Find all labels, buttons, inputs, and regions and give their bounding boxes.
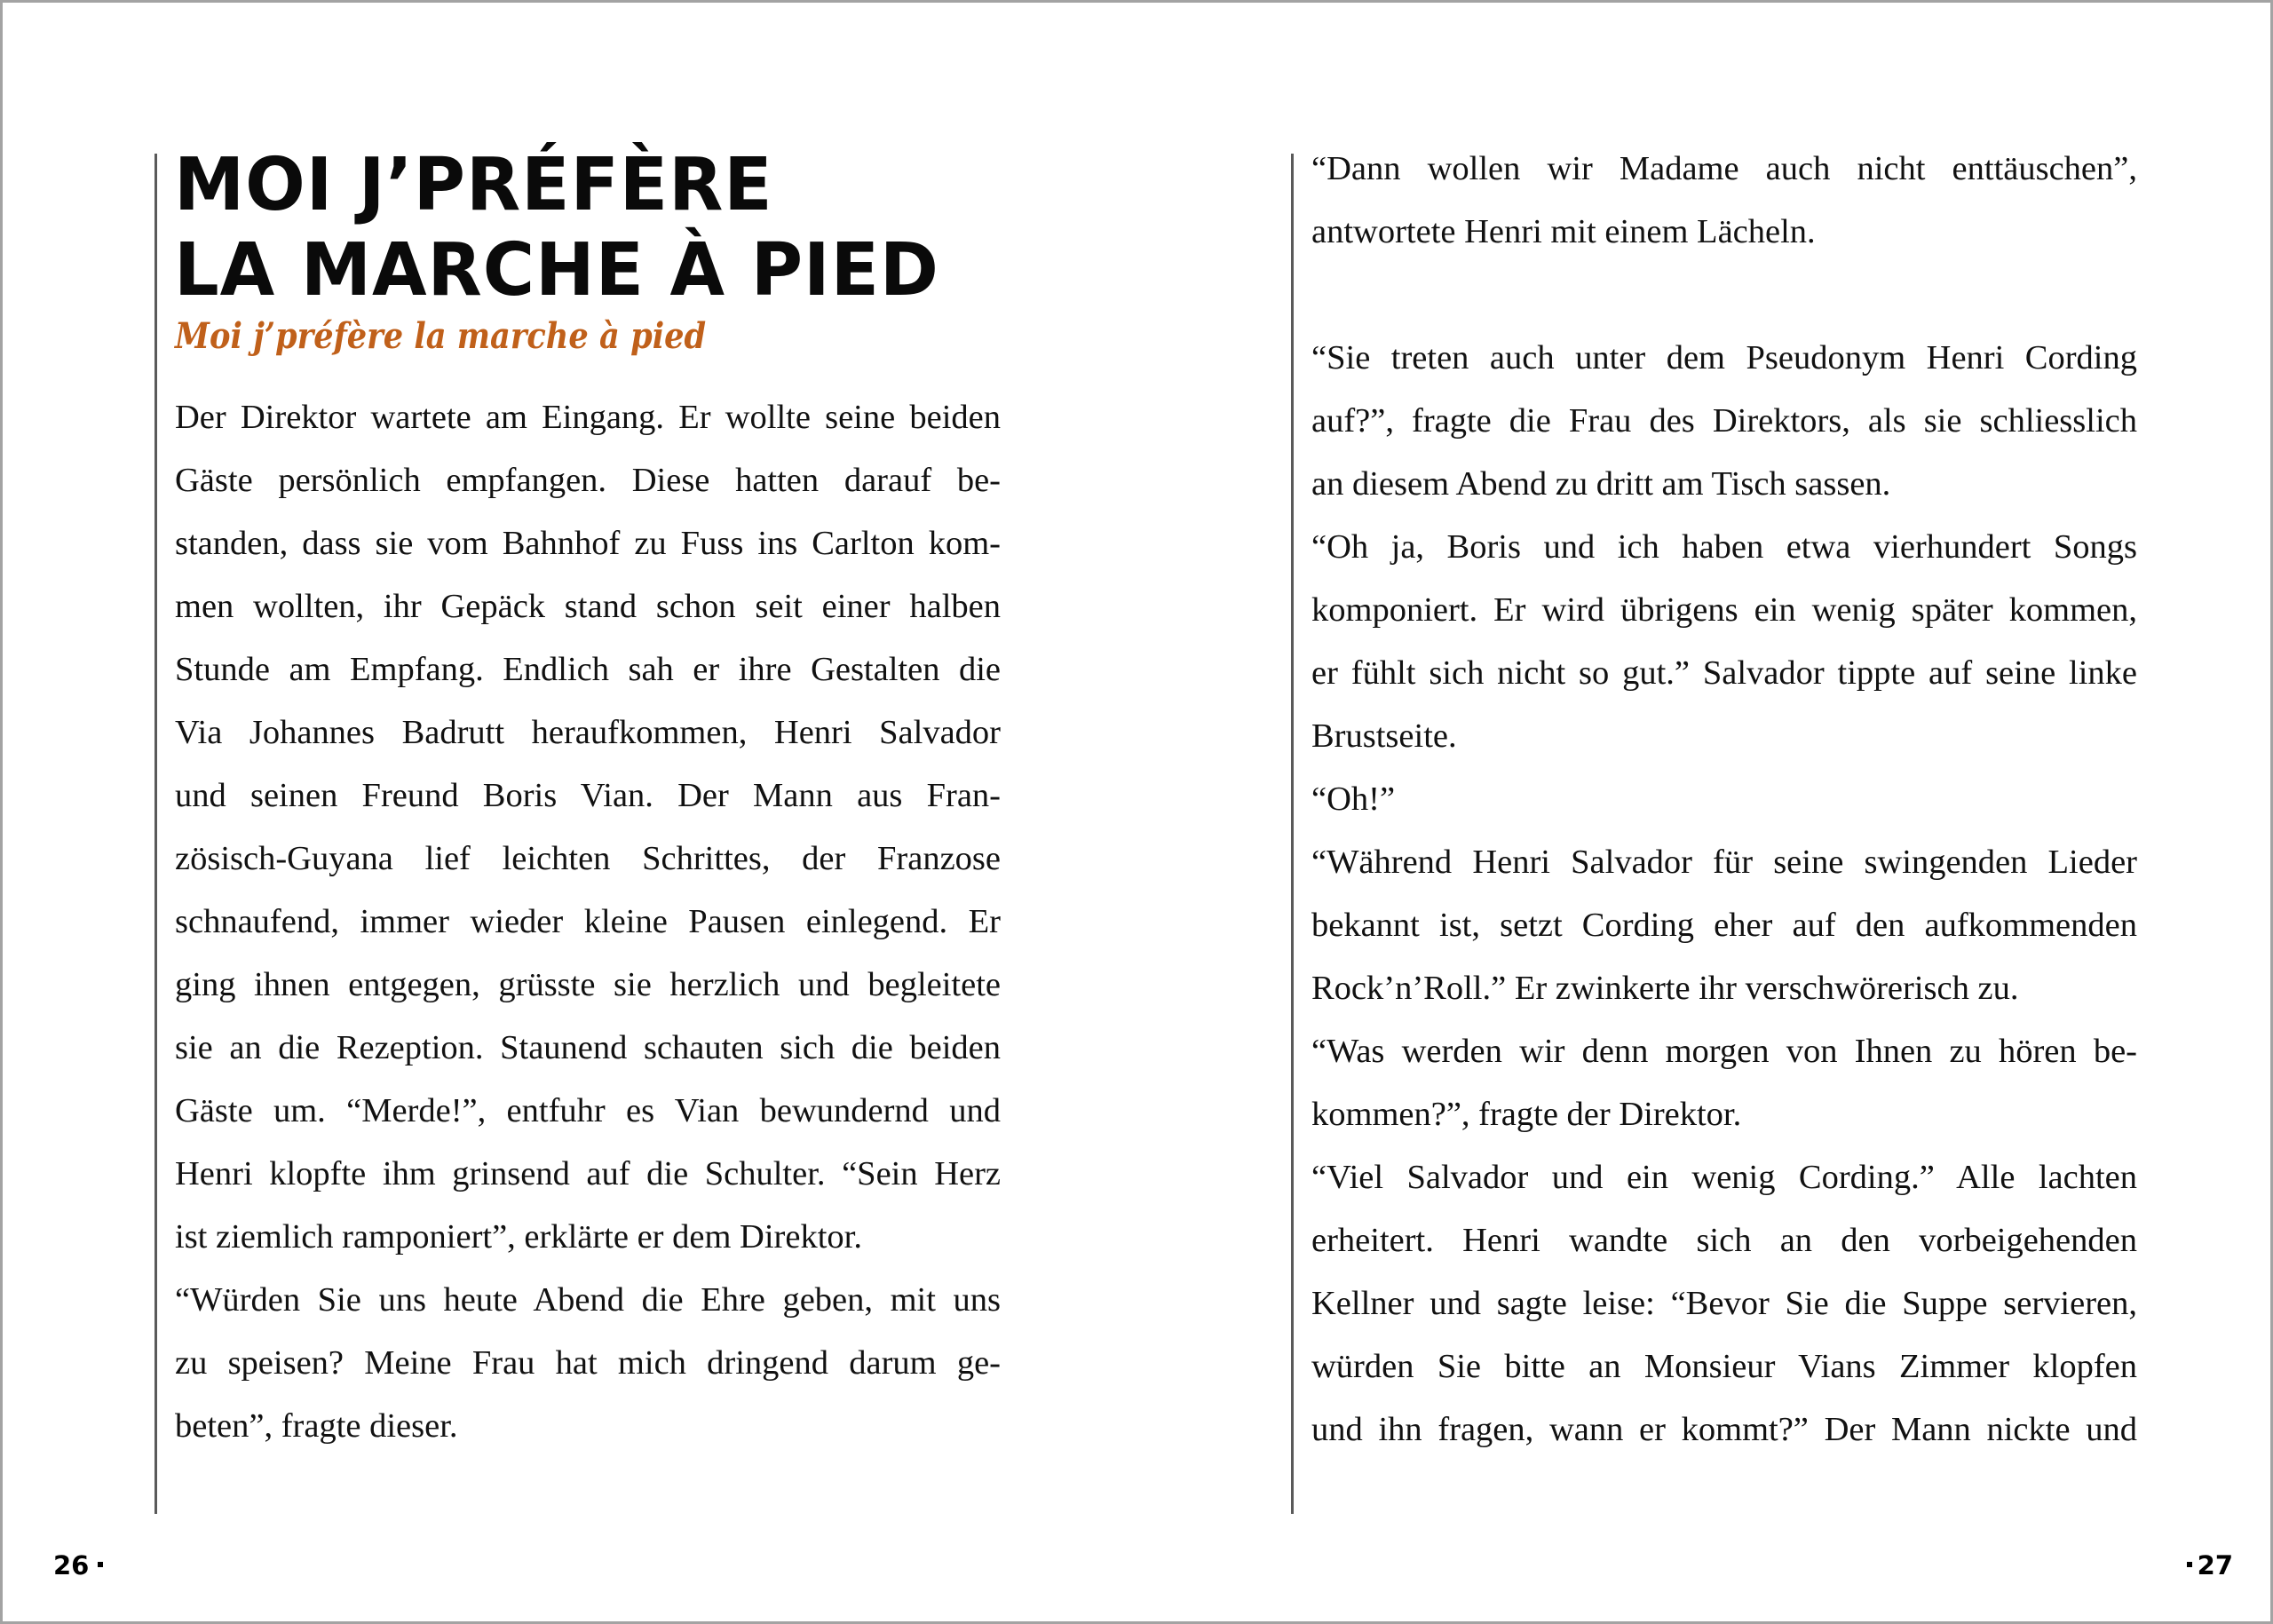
text-line: Via Johannes Badrutt heraufkommen, Henri Salvador — [175, 714, 1001, 751]
chapter-subtitle: Moi j’préfère la marche à pied — [175, 315, 707, 357]
text-line: “Oh!” — [1311, 780, 1396, 818]
text-line: und ihn fragen, wann er kommt?” Der Mann nickte und — [1311, 1411, 2137, 1448]
text-line: Kellner und sagte leise: “Bevor Sie die Suppe servieren, — [1311, 1285, 2137, 1322]
text-line: würden Sie bitte an Monsieur Vians Zimmer klopfen — [1311, 1348, 2137, 1385]
right-column-rule — [1291, 154, 1294, 1514]
text-line: kommen?”, fragte der Direktor. — [1311, 1096, 1742, 1133]
left-page-number — [53, 1549, 103, 1581]
text-line: bekannt ist, setzt Cording eher auf den aufkommenden — [1311, 907, 2137, 944]
text-line: standen, dass sie vom Bahnhof zu Fuss ins Carlton kom- — [175, 525, 1001, 562]
right-page-body-text — [1311, 138, 2137, 1462]
chapter-title-line: MOI J’PRÉFÈRE — [174, 143, 773, 227]
text-line: “Würden Sie uns heute Abend die Ehre geben, mit uns — [175, 1281, 1001, 1319]
page-number-text: 26 — [53, 1550, 90, 1580]
text-line: er fühlt sich nicht so gut.” Salvador tippte auf seine linke — [1311, 654, 2137, 692]
text-line: “Sie treten auch unter dem Pseudonym Henri Cording — [1311, 339, 2137, 376]
page-number-dot-icon — [98, 1562, 103, 1567]
text-line: Gäste um. “Merde!”, entfuhr es Vian bewundernd und — [175, 1092, 1001, 1129]
text-line: ist ziemlich ramponiert”, erklärte er dem Direktor. — [175, 1218, 862, 1256]
chapter-title — [174, 143, 939, 313]
left-column-rule — [154, 154, 157, 1514]
text-line: “Dann wollen wir Madame auch nicht enttäuschen”, — [1311, 150, 2137, 187]
text-line: schnaufend, immer wieder kleine Pausen einlegend. Er — [175, 903, 1001, 940]
left-page-body-text — [175, 386, 1001, 1458]
text-line: men wollten, ihr Gepäck stand schon seit einer halben — [175, 588, 1001, 625]
paragraph-gap — [1311, 264, 2137, 327]
text-line: “Viel Salvador und ein wenig Cording.” Alle lachten — [1311, 1159, 2137, 1196]
text-line: komponiert. Er wird übrigens ein wenig später kommen, — [1311, 591, 2137, 629]
text-line: erheitert. Henri wandte sich an den vorbeigehenden — [1311, 1222, 2137, 1259]
right-page-number — [2187, 1549, 2233, 1581]
text-line: auf?”, fragte die Frau des Direktors, als sie schliesslich — [1311, 402, 2137, 440]
text-line: zu speisen? Meine Frau hat mich dringend darum ge- — [175, 1344, 1001, 1382]
text-line: Der Direktor wartete am Eingang. Er wollte seine beiden — [175, 399, 1001, 436]
text-line: Brustseite. — [1311, 717, 1457, 755]
text-line: zösisch-Guyana lief leichten Schrittes, der Franzose — [175, 840, 1001, 877]
text-line: Rock’n’Roll.” Er zwinkerte ihr verschwörerisch zu. — [1311, 970, 2019, 1007]
text-line: beten”, fragte dieser. — [175, 1407, 458, 1445]
text-line: “Während Henri Salvador für seine swingenden Lieder — [1311, 844, 2137, 881]
text-line: Henri klopfte ihm grinsend auf die Schulter. “Sein Herz — [175, 1155, 1001, 1192]
page-number-dot-icon — [2187, 1562, 2192, 1567]
text-line: und seinen Freund Boris Vian. Der Mann aus Fran- — [175, 777, 1001, 814]
page-number-text: 27 — [2197, 1550, 2233, 1580]
text-line: antwortete Henri mit einem Lächeln. — [1311, 213, 1816, 250]
text-line: “Was werden wir denn morgen von Ihnen zu hören be- — [1311, 1033, 2137, 1070]
text-line: “Oh ja, Boris und ich haben etwa vierhundert Songs — [1311, 528, 2137, 566]
chapter-title-line: LA MARCHE À PIED — [174, 228, 939, 313]
text-line: an diesem Abend zu dritt am Tisch sassen. — [1311, 465, 1891, 503]
text-line: ging ihnen entgegen, grüsste sie herzlich und begleitete — [175, 966, 1001, 1003]
text-line: Stunde am Empfang. Endlich sah er ihre Gestalten die — [175, 651, 1001, 688]
text-line: sie an die Rezeption. Staunend schauten sich die beiden — [175, 1029, 1001, 1066]
text-line: Gäste persönlich empfangen. Diese hatten darauf be- — [175, 462, 1001, 499]
